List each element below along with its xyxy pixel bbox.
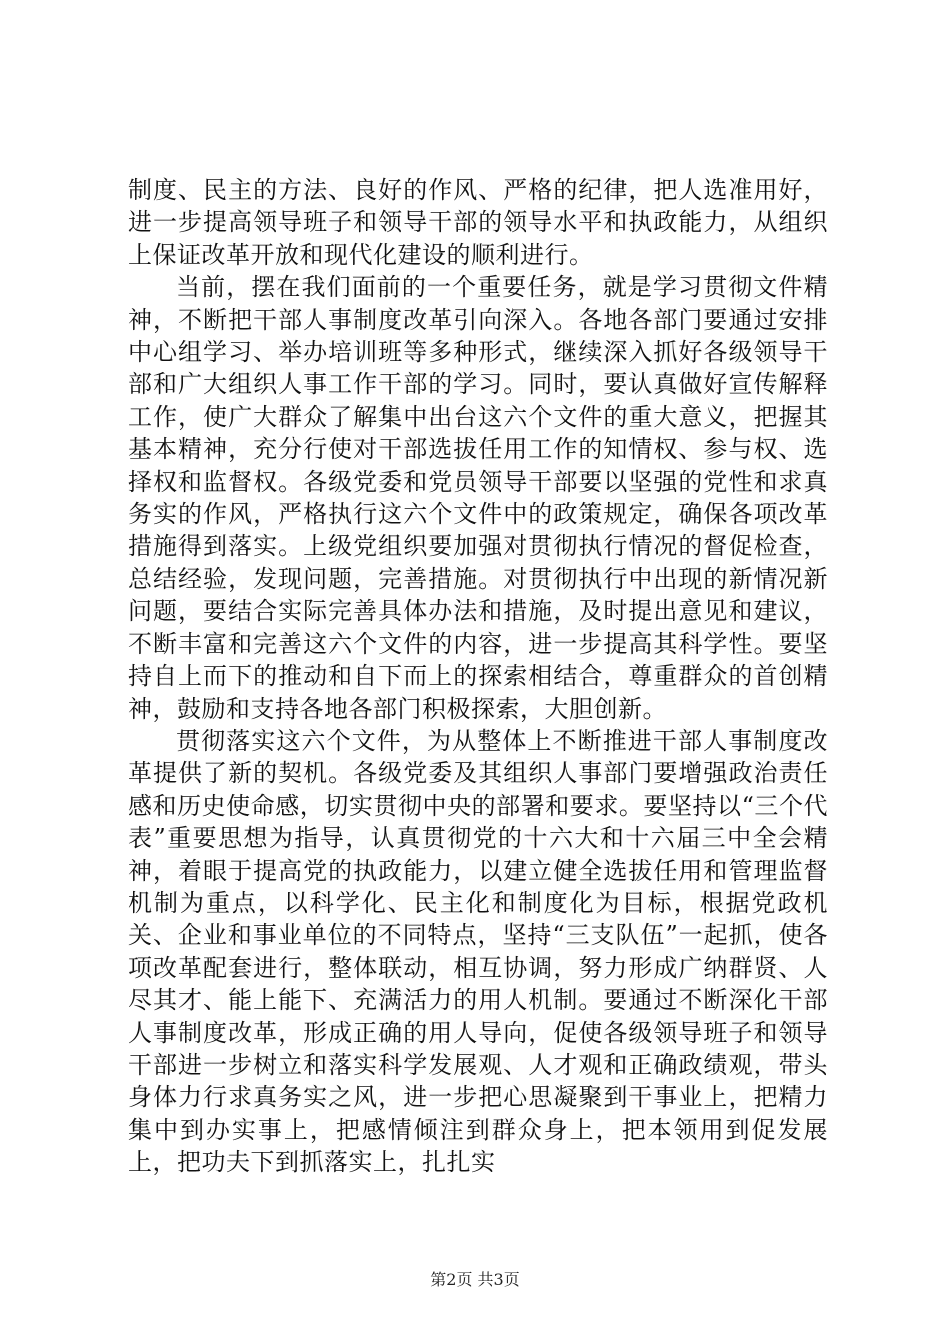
paragraph-3: 贯彻落实这六个文件，为从整体上不断推进干部人事制度改革提供了新的契机。各级党委及其组织人事部门要增强政治责任感和历史使命感，切实贯彻中央的部署和要求。要坚持以“三个代表”重要思想为指导，认真贯彻党的十六大和十六届三中全会精神，着眼于提高党的执政能力，以建立健全选拔任用和管理监督机制为重点，以科学化、民主化和制度化为目标，根据党政机关、企业和事业单位的不同特点，坚持“三支队伍”一起抓，使各项改革配套进行，整体联动，相互协调，努力形成广纳群贤、人尽其才、能上能下、充满活力的用人机制。要通过不断深化干部人事制度改革，形成正确的用人导向，促使各级领导班子和领导干部进一步树立和落实科学发展观、人才观和正确政绩观，带头身体力行求真务实之风，进一步把心思凝聚到干事业上，把精力集中到办实事上，把感情倾注到群众身上，把本领用到促发展上，把功夫下到抓落实上，扎扎实 <box>128 726 828 1177</box>
paragraph-2: 当前，摆在我们面前的一个重要任务，就是学习贯彻文件精神，不断把干部人事制度改革引向深入。各地各部门要通过安排中心组学习、举办培训班等多种形式，继续深入抓好各级领导干部和广大组织人事工作干部的学习。同时，要认真做好宣传解释工作，使广大群众了解集中出台这六个文件的重大意义，把握其基本精神，充分行使对干部选拔任用工作的知情权、参与权、选择权和监督权。各级党委和党员领导干部要以坚强的党性和求真务实的作风，严格执行这六个文件中的政策规定，确保各项改革措施得到落实。上级党组织要加强对贯彻执行情况的督促检查，总结经验，发现问题，完善措施。对贯彻执行中出现的新情况新问题，要结合实际完善具体办法和措施，及时提出意见和建议，不断丰富和完善这六个文件的内容，进一步提高其科学性。要坚持自上而下的推动和自下而上的探索相结合，尊重群众的首创精神，鼓励和支持各地各部门积极探索，大胆创新。 <box>128 273 828 723</box>
document-body <box>128 174 828 1179</box>
paragraph-continuation: 制度、民主的方法、良好的作风、严格的纪律，把人选准用好，进一步提高领导班子和领导干部的领导水平和执政能力，从组织上保证改革开放和现代化建设的顺利进行。 <box>128 176 828 269</box>
page-footer: 第2页 共3页 <box>430 1270 520 1289</box>
